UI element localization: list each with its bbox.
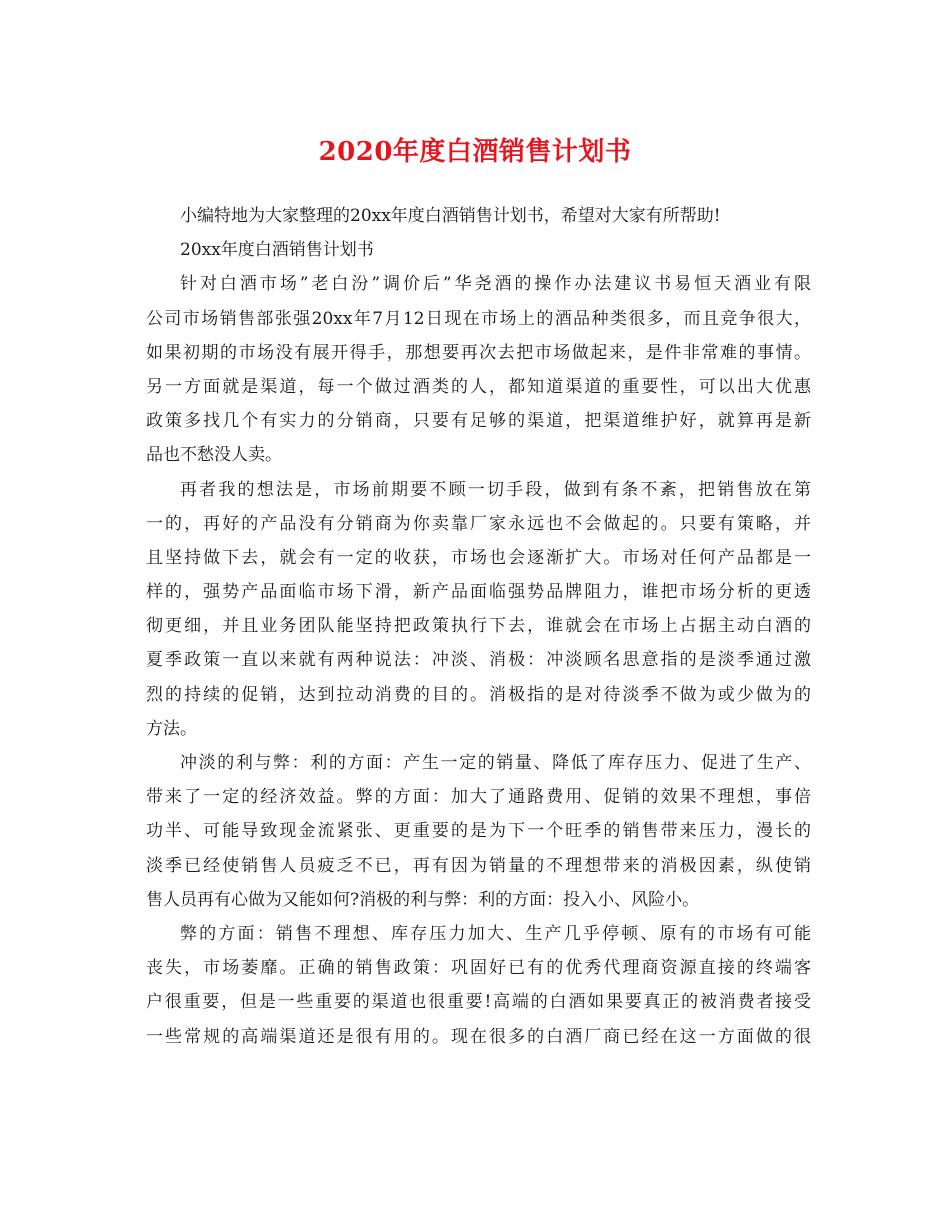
text-line: 一些常规的高端渠道还是很有用的。现在很多的白酒厂商已经在这一方面做的很: [146, 1026, 811, 1047]
text-line: 淡季已经使销售人员疲乏不已，再有因为销量的不理想带来的消极因素，纵使销: [146, 855, 811, 876]
document-body: [146, 199, 811, 1054]
text-line: 弊的方面：销售不理想、库存压力加大、生产几乎停顿、原有的市场有可能: [180, 923, 811, 944]
text-line: 彻更细，并且业务团队能坚持把政策执行下去，谁就会在市场上占据主动白酒的: [146, 616, 811, 637]
text-line: 20xx年度白酒销售计划书: [180, 240, 374, 261]
text-line: 售人员再有心做为又能如何?消极的利与弊：利的方面：投入小、风险小。: [146, 889, 700, 910]
paragraph-pros-cons-active: [146, 746, 811, 917]
text-line: 且坚持做下去，就会有一定的收获，市场也会逐渐扩大。市场对任何产品都是一: [146, 547, 811, 568]
text-line: 丧失，市场萎靡。正确的销售政策：巩固好已有的优秀代理商资源直接的终端客: [146, 958, 811, 979]
text-line: 样的，强势产品面临市场下滑，新产品面临强势品牌阻力，谁把市场分析的更透: [146, 582, 811, 603]
text-line: 带来了一定的经济效益。弊的方面：加大了通路费用、促销的效果不理想，事倍: [146, 787, 811, 808]
text-line: 小编特地为大家整理的20xx年度白酒销售计划书，希望对大家有所帮助!: [180, 206, 721, 226]
text-line: 夏季政策一直以来就有两种说法：冲淡、消极：冲淡顾名思意指的是淡季通过激: [146, 650, 811, 671]
text-line: 烈的持续的促销，达到拉动消费的目的。消极指的是对待淡季不做为或少做为的: [146, 684, 811, 705]
paragraph-pros-cons-passive: [146, 917, 811, 1054]
text-line: 品也不愁没人卖。: [146, 445, 282, 466]
text-line: 方法。: [146, 718, 197, 739]
text-line: 一的，再好的产品没有分销商为你卖靠厂家永远也不会做起的。只要有策略，并: [146, 513, 811, 534]
document-title: 2020年度白酒销售计划书: [318, 137, 632, 167]
text-line: 户很重要，但是一些重要的渠道也很重要!高端的白酒如果要真正的被消费者接受: [146, 992, 811, 1013]
text-line: 政策多找几个有实力的分销商，只要有足够的渠道，把渠道维护好，就算再是新: [146, 411, 811, 432]
text-line: 冲淡的利与弊：利的方面：产生一定的销量、降低了库存压力、促进了生产、: [180, 753, 811, 773]
text-line: 公司市场销售部张强20xx年7月12日现在市场上的酒品种类很多，而且竞争很大，: [146, 308, 811, 329]
paragraph-subtitle: [146, 233, 811, 267]
paragraph-strategy: [146, 473, 811, 747]
paragraph-proposal: [146, 267, 811, 472]
text-line: 针对白酒市场”老白汾”调价后”华尧酒的操作办法建议书易恒天酒业有限: [180, 274, 811, 295]
text-line: 另一方面就是渠道，每一个做过酒类的人，都知道渠道的重要性，可以出大优惠: [146, 376, 811, 397]
text-line: 功半、可能导致现金流紧张、更重要的是为下一个旺季的销售带来压力，漫长的: [146, 821, 811, 842]
text-line: 再者我的想法是，市场前期要不顾一切手段，做到有条不紊，把销售放在第: [180, 479, 811, 500]
paragraph-intro: [146, 199, 811, 233]
text-line: 如果初期的市场没有展开得手，那想要再次去把市场做起来，是件非常难的事情。: [146, 342, 811, 363]
